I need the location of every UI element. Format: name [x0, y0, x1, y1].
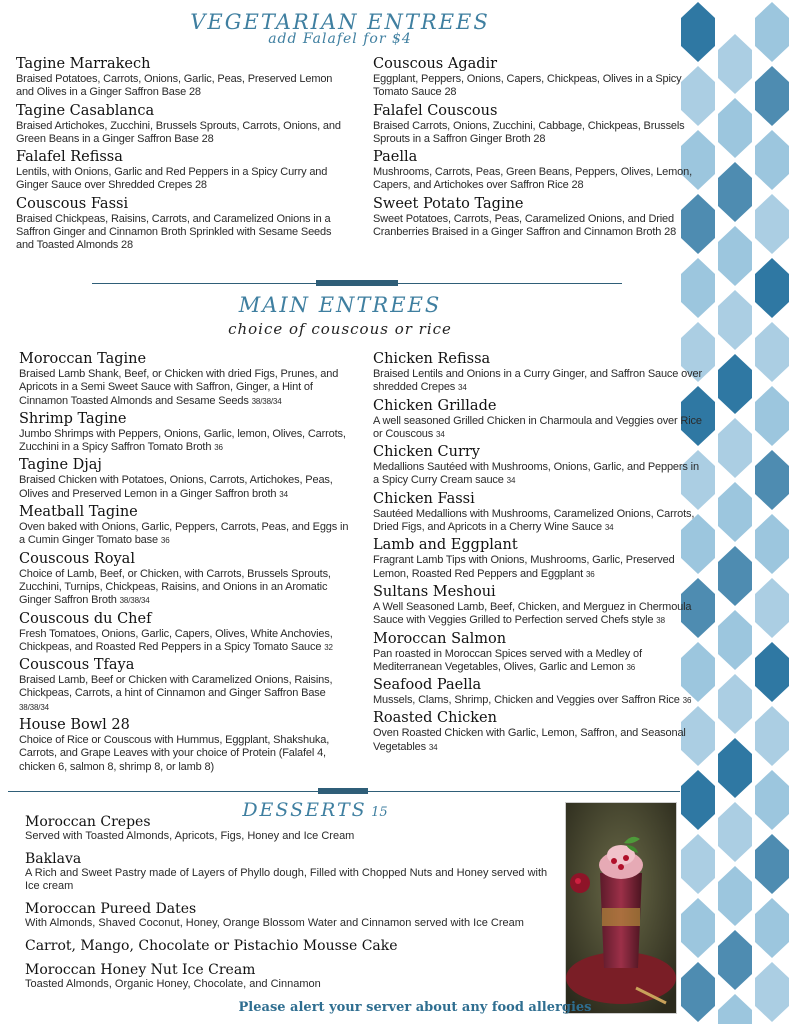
- menu-item-name: Moroccan Tagine: [19, 351, 147, 367]
- menu-item-name: House Bowl 28: [19, 717, 130, 734]
- menu-item-name: Chicken Fassi: [373, 490, 475, 507]
- menu-item: [373, 537, 703, 581]
- desserts-title: DESSERTS: [242, 799, 367, 821]
- dessert-description: With Almonds, Shaved Coconut, Honey, Orange Blossom Water and Cinnamon served with Ice Cream: [25, 917, 524, 929]
- pattern-tile: [718, 994, 752, 1024]
- vegetarian-right-column: [373, 56, 703, 242]
- menu-item-price: 34: [506, 476, 516, 486]
- menu-item-description: [19, 428, 351, 455]
- main-left-column: [19, 351, 351, 777]
- pattern-tile: [718, 418, 752, 478]
- menu-item-description: [373, 368, 703, 395]
- allergy-notice: Please alert your server about any food allergies: [238, 1000, 592, 1015]
- menu-item-name: Seafood Paella: [373, 677, 482, 694]
- menu-item-price: 38/38/34: [19, 702, 49, 712]
- menu-item-name: Lamb and Eggplant: [373, 537, 518, 554]
- menu-item-description-text: Lentils, with Onions, Garlic and Red Peppers in a Spicy Curry and Ginger Sauce over Shredded Crepes: [16, 166, 328, 192]
- menu-item: [373, 677, 703, 707]
- dessert-name: Moroccan Pureed Dates: [25, 901, 197, 917]
- menu-item-price: 28: [664, 226, 677, 239]
- menu-item-price: 34: [279, 489, 288, 499]
- menu-item-price: 36: [626, 662, 636, 672]
- menu-item-price: 34: [458, 383, 467, 393]
- dessert-name: Baklava: [25, 851, 82, 867]
- menu-item-price: 28: [533, 132, 546, 145]
- menu-item-description-text: Sweet Potatoes, Carrots, Peas, Caramelized Onions, and Dried Cranberries Braised in a Ginger Saffron and Cinnamon Broth: [373, 212, 674, 239]
- menu-item-description-text: Fresh Tomatoes, Onions, Garlic, Capers, Olives, White Anchovies, Chickpeas, and Roasted Red Peppers in a Spicy Tomato Sauce: [19, 627, 333, 653]
- menu-item-name: Tagine Marrakech: [16, 56, 151, 72]
- menu-item-price: 28: [201, 132, 214, 145]
- main-right-column: [373, 351, 703, 757]
- menu-item-description: [373, 508, 703, 535]
- menu-item-price: 34: [604, 523, 614, 533]
- pattern-tile: [718, 674, 752, 734]
- pattern-tile: [718, 162, 752, 222]
- menu-item-description: [16, 213, 351, 253]
- pattern-tile: [755, 130, 789, 190]
- menu-item: [16, 149, 351, 193]
- pattern-tile: [681, 258, 715, 318]
- dessert-item: [25, 962, 560, 991]
- pattern-tile: [718, 290, 752, 350]
- menu-item-description: [373, 166, 703, 193]
- dessert-item: [25, 851, 560, 893]
- menu-item-name: Chicken Curry: [373, 444, 480, 461]
- pattern-tile: [755, 578, 789, 638]
- desserts-list: [25, 814, 560, 999]
- menu-item-description-text: Braised Lentils and Onions in a Curry Ginger, and Saffron Sauce over shredded Crepes: [373, 368, 702, 394]
- menu-item-description: [19, 734, 351, 774]
- vegetarian-subtitle: add Falafel for $4: [268, 31, 412, 47]
- menu-item: [19, 457, 351, 501]
- pattern-tile: [681, 770, 715, 830]
- menu-item: [373, 351, 703, 395]
- vegetarian-title: VEGETARIAN ENTREES: [190, 10, 490, 34]
- menu-item-price: 36: [585, 569, 595, 579]
- pattern-tile: [755, 194, 789, 254]
- menu-item-description-text: Oven Roasted Chicken with Garlic, Lemon, Saffron, and Seasonal Vegetables: [373, 727, 686, 753]
- menu-item-name: Couscous Fassi: [16, 195, 129, 212]
- menu-item-description-text: A Well Seasoned Lamb, Beef, Chicken, and Merguez in Chermoula Sauce with Veggies Grilled to Perfection served Chefs style: [373, 600, 692, 627]
- menu-item-price: 34: [436, 429, 445, 439]
- dessert-item: [25, 814, 560, 843]
- menu-item-name: Chicken Grillade: [373, 397, 497, 414]
- menu-item-description-text: Jumbo Shrimps with Peppers, Onions, Garlic, lemon, Olives, Carrots, Zucchini in a Spicy Saffron Tomato Broth: [19, 427, 346, 454]
- pattern-tile: [718, 354, 752, 414]
- pattern-tile: [755, 322, 789, 382]
- menu-item-name: Couscous Tfaya: [19, 657, 135, 674]
- dessert-item: [25, 901, 560, 930]
- menu-item-name: Couscous Royal: [19, 550, 135, 567]
- menu-item-description: [19, 674, 351, 714]
- pattern-tile: [755, 2, 789, 62]
- menu-item-price: 38/38/34: [251, 396, 282, 406]
- menu-item-description-text: A well seasoned Grilled Chicken in Charmoula and Veggies over Rice or Couscous: [373, 414, 702, 440]
- menu-item: [19, 411, 351, 455]
- menu-item-price: 28: [121, 239, 133, 252]
- menu-item-description-text: Mussels, Clams, Shrimp, Chicken and Veggies over Saffron Rice: [373, 694, 680, 707]
- menu-item-description-text: Choice of Rice or Couscous with Hummus, Eggplant, Shakshuka, Carrots, and Grape Leaves with your choice of Protein (Falafel 4, chicken 6, salmon 8, shrimp 8, or lamb 8): [19, 734, 330, 773]
- menu-item: [373, 103, 703, 147]
- pattern-tile: [718, 930, 752, 990]
- menu-item-name: Sultans Meshoui: [373, 583, 496, 600]
- dessert-name: Moroccan Honey Nut Ice Cream: [25, 962, 256, 978]
- menu-item-description: [373, 120, 703, 147]
- menu-item-price: 36: [682, 696, 692, 706]
- menu-item-price: 34: [428, 742, 438, 752]
- menu-item: [19, 551, 351, 608]
- menu-item-description: [19, 521, 351, 548]
- pattern-tile: [718, 802, 752, 862]
- menu-item-name: Roasted Chicken: [373, 710, 497, 727]
- pattern-tile: [681, 962, 715, 1022]
- menu-item-price: 28: [188, 86, 201, 99]
- menu-item-description: [16, 166, 351, 193]
- pattern-tile: [755, 258, 789, 318]
- section-divider-tab: [316, 280, 398, 286]
- menu-item-description: [16, 120, 351, 147]
- dessert-photo: [565, 802, 677, 1014]
- menu-item-name: Couscous Agadir: [373, 56, 498, 72]
- pattern-tile: [718, 482, 752, 542]
- menu-item-name: Falafel Couscous: [373, 102, 498, 119]
- menu-item-description-text: Braised Carrots, Onions, Zucchini, Cabbage, Chickpeas, Brussels Sprouts in a Saffron Ginger Broth: [373, 119, 685, 145]
- menu-item: [19, 351, 351, 408]
- menu-item: [19, 611, 351, 655]
- menu-item-description-text: Choice of Lamb, Beef, or Chicken, with Carrots, Brussels Sprouts, Zucchini, Turnips, Chickpeas, Raisins, and Onions in an Aromatic Ginger Saffron Broth: [19, 567, 331, 607]
- menu-item-description-text: Eggplant, Peppers, Onions, Capers, Chickpeas, Olives in a Spicy Tomato Sauce: [373, 73, 682, 99]
- dessert-name: Carrot, Mango, Chocolate or Pistachio Mousse Cake: [25, 938, 398, 954]
- menu-item: [373, 491, 703, 535]
- menu-item: [373, 149, 703, 193]
- menu-item-description-text: Oven baked with Onions, Garlic, Peppers, Carrots, Peas, and Eggs in a Cumin Ginger Tomato base: [19, 521, 349, 547]
- menu-item-description-text: Braised Chicken with Potatoes, Onions, Carrots, Artichokes, Peas, Olives and Preserved Lemon in a Ginger Saffron broth: [19, 474, 333, 500]
- menu-item-description: [373, 73, 703, 100]
- menu-item-price: 38/38/34: [119, 596, 150, 606]
- desserts-divider-tab: [318, 788, 368, 794]
- pattern-tile: [718, 738, 752, 798]
- menu-item-description-text: Braised Lamb Shank, Beef, or Chicken with dried Figs, Prunes, and Apricots in a Semi Sweet Sauce with Saffron, Ginger, a Hint of Cinnamon Toasted Almonds and Sesame Seeds: [19, 368, 339, 407]
- main-entrees-subtitle: choice of couscous or rice: [228, 320, 452, 338]
- menu-item-description: [373, 648, 703, 675]
- menu-item-description-text: Braised Chickpeas, Raisins, Carrots, and Caramelized Onions in a Saffron Ginger and Cinnamon Broth Sprinkled with Sesame Seeds and Toasted Almonds: [16, 212, 332, 252]
- menu-item-name: Sweet Potato Tagine: [373, 195, 524, 212]
- menu-item-price: 36: [160, 536, 170, 546]
- menu-item-description-text: Pan roasted in Moroccan Spices served with a Medley of Mediterranean Vegetables, Olives, Garlic and Lemon: [373, 647, 642, 673]
- menu-item-name: Couscous du Chef: [19, 610, 152, 627]
- menu-item: [16, 56, 351, 100]
- menu-item-name: Falafel Refissa: [16, 149, 123, 166]
- menu-item: [19, 717, 351, 774]
- menu-item-description: [373, 415, 703, 442]
- menu-item-price: 28: [571, 179, 584, 192]
- menu-item: [16, 196, 351, 253]
- menu-item-description-text: Mushrooms, Carrots, Peas, Green Beans, Peppers, Olives, Lemon, Capers, and Artichokes over Saffron Rice: [373, 166, 693, 192]
- menu-item-description: [19, 568, 351, 608]
- pattern-tile: [755, 450, 789, 510]
- menu-item-name: Moroccan Salmon: [373, 630, 507, 647]
- menu-item-description: [16, 73, 351, 100]
- pattern-tile: [755, 770, 789, 830]
- menu-item-description-text: Braised Potatoes, Carrots, Onions, Garlic, Peas, Preserved Lemon and Olives in a Ginger Saffron Base: [16, 73, 333, 99]
- menu-item-price: 36: [214, 443, 223, 453]
- menu-item: [373, 710, 703, 754]
- pattern-tile: [755, 514, 789, 574]
- menu-item-description: [373, 213, 703, 240]
- menu-item-description: [373, 554, 703, 581]
- menu-item-price: 32: [324, 642, 333, 652]
- menu-item: [16, 103, 351, 147]
- dessert-name: Moroccan Crepes: [25, 814, 151, 830]
- menu-item-price: 38: [656, 616, 665, 626]
- menu-item-name: Chicken Refissa: [373, 351, 491, 367]
- pattern-tile: [755, 898, 789, 958]
- menu-item: [373, 444, 703, 488]
- pattern-tile: [755, 66, 789, 126]
- pattern-tile: [755, 706, 789, 766]
- pattern-tile: [718, 226, 752, 286]
- menu-item-description-text: Fragrant Lamb Tips with Onions, Mushrooms, Garlic, Preserved Lemon, Roasted Red Peppers and Eggplant: [373, 554, 675, 580]
- pattern-tile: [718, 866, 752, 926]
- dessert-description: Toasted Almonds, Organic Honey, Chocolate, and Cinnamon: [25, 978, 321, 990]
- menu-item-description-text: Medallions Sautéed with Mushrooms, Onions, Garlic, and Peppers in a Spicy Curry Cream sauce: [373, 461, 699, 487]
- pattern-tile: [681, 2, 715, 62]
- menu-item-description-text: Braised Artichokes, Zucchini, Brussels Sprouts, Carrots, Onions, and Green Beans in a Ginger Saffron Base: [16, 119, 341, 145]
- pattern-tile: [681, 898, 715, 958]
- pattern-tile: [755, 642, 789, 702]
- menu-item-description: [373, 601, 703, 628]
- menu-item-description: [19, 368, 351, 408]
- vegetarian-left-column: [16, 56, 351, 256]
- main-entrees-title: MAIN ENTREES: [238, 293, 442, 317]
- menu-item-description: [373, 727, 703, 754]
- dessert-description: A Rich and Sweet Pastry made of Layers of Phyllo dough, Filled with Chopped Nuts and Honey served with Ice cream: [25, 867, 548, 892]
- desserts-price: 15: [371, 805, 388, 820]
- pattern-tile: [718, 546, 752, 606]
- pattern-tile: [718, 610, 752, 670]
- menu-item: [373, 631, 703, 675]
- menu-item: [19, 504, 351, 548]
- menu-item-name: Paella: [373, 149, 418, 166]
- menu-item: [373, 56, 703, 100]
- menu-item: [373, 196, 703, 240]
- menu-item: [19, 657, 351, 714]
- dessert-item: [25, 938, 560, 954]
- menu-item: [373, 584, 703, 628]
- menu-item-name: Meatball Tagine: [19, 504, 138, 521]
- menu-item-name: Tagine Djaj: [19, 457, 102, 474]
- menu-item-description: [19, 628, 351, 655]
- menu-item-description-text: Sautéed Medallions with Mushrooms, Caramelized Onions, Carrots, Dried Figs, and Apricots in a Cherry Wine Sauce: [373, 507, 695, 534]
- pattern-tile: [755, 386, 789, 446]
- pattern-tile: [718, 34, 752, 94]
- menu-item-price: 28: [194, 179, 207, 192]
- menu-item-description: [373, 694, 703, 707]
- menu-item-description: [373, 461, 703, 488]
- menu-item: [373, 398, 703, 442]
- menu-item-price: 28: [444, 86, 457, 99]
- menu-item-description-text: Braised Lamb, Beef or Chicken with Caramelized Onions, Raisins, Chickpeas, Carrots, a hint of Cinnamon and Ginger Saffron Base: [19, 674, 333, 700]
- menu-item-name: Shrimp Tagine: [19, 410, 127, 427]
- pattern-tile: [681, 834, 715, 894]
- pattern-tile: [718, 98, 752, 158]
- pattern-tile: [755, 962, 789, 1022]
- dessert-description: Served with Toasted Almonds, Apricots, Figs, Honey and Ice Cream: [25, 830, 355, 842]
- menu-item-description: [19, 474, 351, 501]
- pattern-tile: [755, 834, 789, 894]
- menu-item-name: Tagine Casablanca: [16, 102, 155, 119]
